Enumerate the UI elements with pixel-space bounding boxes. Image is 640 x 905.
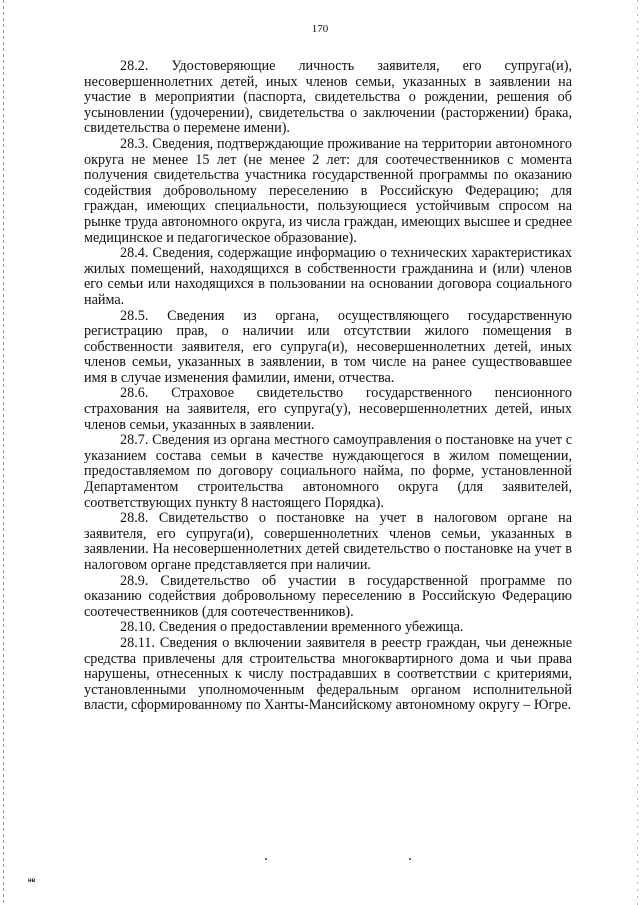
footer-initials: нв: [28, 878, 36, 884]
paragraph-28-2: 28.2. Удостоверяющие личность заявителя, его супруга(и), несовершеннолетних детей, иных членов семьи, указанных в заявлении на участие в мероприятии (паспорта, свидетельства о рождении, решения об усыновлении (удочерении), свидетельства о заключении (расторжении) брака, свидетельства о перемене имени).: [84, 58, 572, 137]
scan-edge-left: [3, 0, 4, 905]
paragraph-28-9: 28.9. Свидетельство об участии в государственной программе по оказанию содействия добровольному переселению в Российскую Федерацию соотечественников (для соотечественников).: [84, 572, 572, 620]
paragraph-28-4: 28.4. Сведения, содержащие информацию о технических характеристиках жилых помещений, находящихся в собственности гражданина и (или) членов его семьи или находящихся в пользовании на основании договора социального найма.: [84, 245, 572, 308]
paragraph-28-3: 28.3. Сведения, подтверждающие проживание на территории автономного округа не менее 15 лет (не менее 2 лет: для соотечественников с момента получения свидетельства участника государственной программы по оказанию содействия добровольному переселению в Российскую Федерацию; для граждан, имеющих специальности, пользующиеся устойчивым спросом на рынке труда автономного округа, из числа граждан, имеющих высшее и среднее медицинское и педагогическое образование).: [84, 135, 572, 246]
document-body: [84, 59, 572, 714]
paragraph-28-10: 28.10. Сведения о предоставлении временного убежища.: [120, 619, 464, 636]
paragraph-28-7: 28.7. Сведения из органа местного самоуправления о постановке на учет с указанием состава семьи в качестве нуждающегося в жилом помещении, предоставляемом по договору социального найма, по форме, установленной Департаментом строительства автономного округа (для заявителей, соответствующих пункту 8 настоящего Порядка).: [84, 432, 572, 511]
scan-speck: [265, 858, 267, 860]
paragraph-28-11: 28.11. Сведения о включении заявителя в реестр граждан, чьи денежные средства привлечены для строительства многоквартирного дома и чьи права нарушены, отнесенных к числу пострадавших в соответствии с критериями, установленными уполномоченным федеральным органом исполнительной власти, сформированному по Ханты-Мансийскому автономному округу – Югре.: [84, 634, 572, 714]
paragraph-28-8: 28.8. Свидетельство о постановке на учет в налоговом органе на заявителя, его супруга(и), совершеннолетних членов семьи, указанных в заявлении. На несовершеннолетних детей свидетельство о постановке на учет в налоговом органе представляется при наличии.: [84, 510, 572, 573]
paragraph-28-5: 28.5. Сведения из органа, осуществляющего государственную регистрацию прав, о наличии или отсутствии жилого помещения в собственности заявителя, его супруга(и), несовершеннолетних детей, иных членов семьи, указанных в заявлении, в том числе на ранее существовавшее имя в случае изменения фамилии, имени, отчества.: [84, 307, 572, 386]
paragraph-28-6: 28.6. Страховое свидетельство государственного пенсионного страхования на заявителя, его супруга(у), несовершеннолетних детей, иных членов семьи, указанных в заявлении.: [84, 385, 572, 433]
scan-edge-right: [637, 0, 638, 905]
scan-speck: [409, 858, 411, 860]
page-number: 170: [311, 23, 329, 35]
